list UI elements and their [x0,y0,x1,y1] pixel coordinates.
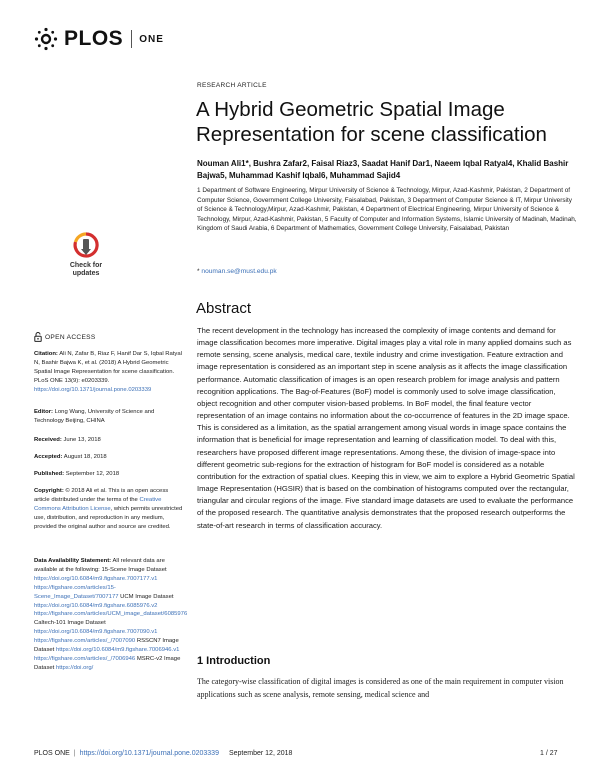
editor-label: Editor: [34,409,53,415]
open-access-label: OPEN ACCESS [45,333,96,341]
copyright-label: Copyright: [34,488,64,494]
published-date: September 12, 2018 [65,471,120,477]
accepted-block [34,453,184,462]
data-availability-label: Data Availability Statement: [34,558,112,564]
affiliations: 1 Department of Software Engineering, Mirpur University of Science & Technology, Mirpur, Azad-Kashmir, Pakistan, 2 Department of Computer Science, Government College University, Faisalabad, Pakistan, 3 Department of Computer Science & IT, Mirpur University of Science & Technology,Mirpur, Azad-Kashmir, Pakistan, 4 Department of Electrical Engineering, Mirpur University of Science & Technology, Mirpur, Azad-Kashmir, Pakistan, 5 Faculty of Computer and Information Systems, Islamic University of Madinah, Madinah, Kingdom of Saudi Arabia, 6 Department of Mathematics, Government College University, Faisalabad, Pakistan [197,187,577,233]
plos-one-logo[interactable] [34,26,164,52]
accepted-date: August 18, 2018 [63,454,107,460]
open-lock-icon [34,332,42,342]
page-footer [34,750,570,757]
footer-separator: | [73,750,76,757]
editor-block [34,408,184,426]
data-text-1: All relevant data are available at the following: 15-Scene Image Dataset [34,558,167,573]
received-date: June 13, 2018 [63,437,101,443]
email-link[interactable]: nouman.se@must.edu.pk [201,268,277,275]
article-type: RESEARCH ARTICLE [197,82,267,89]
received-block [34,436,184,445]
received-label: Received: [34,437,62,443]
published-block [34,470,184,479]
article-title: A Hybrid Geometric Spatial Image Representation for scene classification [196,98,547,146]
data-link-1[interactable]: https://doi.org/10.6084/m9.figshare.7007177.v1 https://figshare.com/articles/15-Scene_Image_Dataset/7007177 [34,575,158,600]
data-link-3[interactable]: https://doi.org/10.6084/m9.figshare.7007090.v1 https://figshare.com/articles/_/7007090 [34,629,158,645]
corresponding-email[interactable] [197,268,277,275]
data-text-4: RSSCN7 Image Dataset [34,638,179,654]
data-availability-block [34,557,188,673]
abstract-heading: Abstract [196,300,252,317]
data-text-2: UCM Image Dataset [120,593,174,600]
journal-name: ONE [139,33,164,45]
published-label: Published: [34,471,65,477]
data-text-5: MSRC-v2 Image Dataset [34,655,181,671]
data-link-4[interactable]: https://doi.org/10.6084/m9.figshare.7006946.v1 https://figshare.com/articles/_/7006946 [34,647,180,662]
data-text-3: Caltech-101 Image Dataset [34,620,106,627]
data-link-2[interactable]: https://doi.org/10.6084/m9.figshare.6085976.v2 https://figshare.com/articles/UCM_image_dataset/6085976 [34,602,188,618]
citation-doi-link[interactable]: https://doi.org/10.1371/journal.pone.0203339 [34,386,152,393]
copyright-text-2: , which permits unrestricted use, distribution, and reproduction in any medium, provided the original author and source are credited. [34,505,183,530]
editor-text: Long Wang, University of Science and Technology Beijing, CHINA [34,409,155,424]
citation-label: Citation: [34,351,58,357]
license-link[interactable]: Creative Commons Attribution License [34,496,162,512]
brand-name: PLOS [64,27,124,50]
citation-block [34,350,184,395]
check-updates-label: Check for updates [69,262,103,277]
footer-doi-link[interactable]: https://doi.org/10.1371/journal.pone.0203339 [79,750,219,757]
intro-heading: 1 Introduction [197,655,271,667]
accepted-label: Accepted: [34,454,63,460]
copyright-block [34,487,184,532]
footer-date: September 12, 2018 [228,750,293,757]
check-for-updates-badge[interactable] [60,232,112,290]
abstract-text: The recent development in the technology has increased the complexity of image contents and demand for image classification becomes more imperative. Digital images play a vital role in many applied domains such as remote sensing, scene analysis, medical care, textile industry and crime investigation. Feature extraction and image representation is considered as an important step in scene analysis as it affects the image classification performance. Automatic classification of images is an open research problem for image analysis and pattern recognition applications. The Bag-of-Features (BoF) model is commonly used to solve image classification, object recognition and other computer vision-based problems. In BoF model, the final feature vector representation of an image contains no information about the co-occurrence of features in the 2D image space. This is considered as a limitation, as the spatial arrangement among visual words in image space contains the information that is beneficial for image representation and learning of classification model. To deal with this, researchers have proposed different image representations. Among these, the division of image-space into different geometric sub-regions for the extraction of histogram for BoF model is considered as a notable contribution for the extraction of spatial clues. Keeping this in view, we aim to explore a Hybrid Geometric Spatial Image Representation (HGSIR) that is based on the combination of histograms computed over the rectangular, triangular and circular regions of the image. Five standard image datasets are used to evaluate the performance of the proposed research. The quantitative analysis demonstrates that the proposed research outperforms the state-of-art research in terms of classification accuracy. [197,326,575,530]
author-list: Nouman Ali1*, Bushra Zafar2, Faisal Riaz3, Saadat Hanif Dar1, Naeem Iqbal Ratyal4, Khalid Bashir Bajwa5, Muhammad Kashif Iqbal6, Muhammad Sajid4 [197,159,569,180]
footer-journal: PLOS ONE [34,750,70,757]
open-access-badge [34,332,96,342]
check-updates-icon [73,232,99,260]
page-number: 1 / 27 [540,750,558,757]
logo-divider [131,30,132,48]
plos-logo-icon [34,27,58,51]
citation-text: Ali N, Zafar B, Riaz F, Hanif Dar S, Iqbal Ratyal N, Bashir Bajwa K, et al. (2018) A Hybrid Geometric Spatial Image Representation for scene classification. PLoS ONE 13(9): e0203339. [34,351,182,384]
intro-text: The category-wise classification of digital images is considered as one of the main requirement in computer vision applications such as scene analysis, remote sensing, medical science and [197,677,564,699]
email-marker: * [197,268,200,275]
copyright-text: © 2018 Ali et al. This is an open access article distributed under the terms of the [34,488,169,503]
data-link-5[interactable]: https://doi.org/ [55,664,94,671]
